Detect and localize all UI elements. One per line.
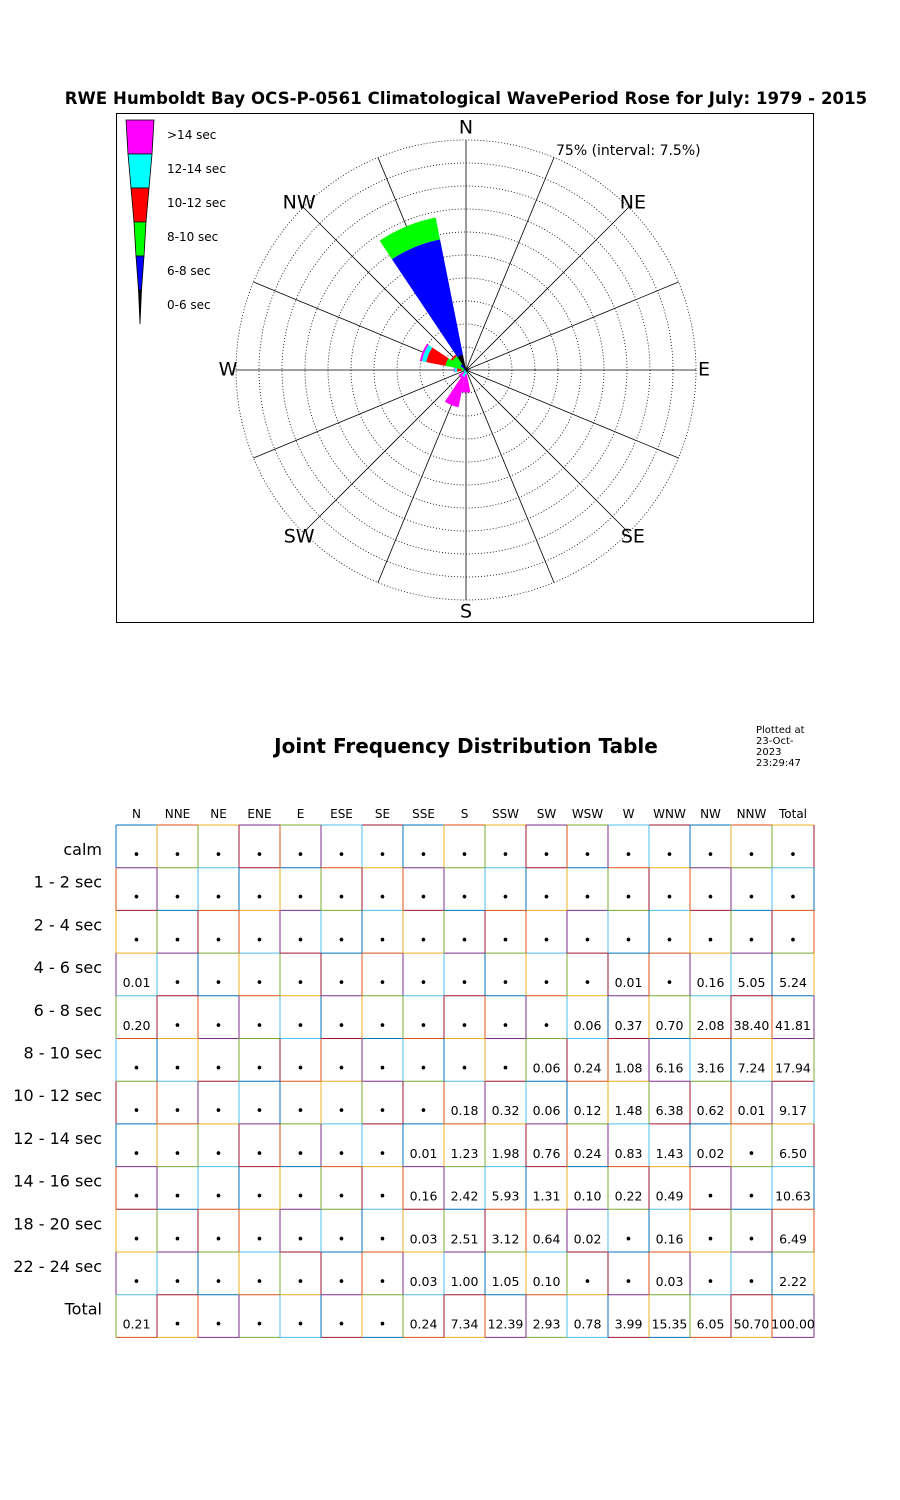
table-cell: • xyxy=(337,933,346,949)
table-cell: • xyxy=(542,976,551,992)
table-cell: • xyxy=(583,890,592,906)
rose-spoke xyxy=(466,370,678,458)
table-cell: • xyxy=(419,1018,428,1034)
table-cell: 1.98 xyxy=(491,1145,520,1161)
table-cell: • xyxy=(624,848,633,863)
table-cell: • xyxy=(337,976,346,992)
table-cell: • xyxy=(132,848,141,863)
table-cell: 0.21 xyxy=(122,1316,151,1332)
table-cell: 9.17 xyxy=(779,1103,807,1119)
table-cell: 1.48 xyxy=(614,1103,643,1119)
table-title: Joint Frequency Distribution Table xyxy=(274,734,658,758)
table-cell: 0.49 xyxy=(655,1188,684,1204)
table-cell: 0.22 xyxy=(614,1188,643,1204)
compass-label-sw: SW xyxy=(283,525,315,548)
table-cell: • xyxy=(665,848,674,863)
table-cell: • xyxy=(378,1189,387,1205)
table-cell: • xyxy=(255,1275,264,1290)
table-cell: • xyxy=(706,933,715,949)
table-cell: 1.08 xyxy=(614,1060,643,1076)
table-cell: • xyxy=(173,848,182,863)
table-cell: • xyxy=(173,1018,182,1034)
table-cell: 6.05 xyxy=(696,1316,725,1332)
legend-label-1: 12-14 sec xyxy=(167,162,226,176)
table-cell: • xyxy=(296,1104,305,1120)
petal-nnw-1 xyxy=(392,239,463,357)
table-cell: 10.63 xyxy=(775,1188,811,1204)
row-label: 18 - 20 sec xyxy=(13,1214,102,1234)
table-cell: • xyxy=(173,1146,182,1162)
wave-period-rose xyxy=(117,114,815,624)
table-cell: • xyxy=(255,976,264,992)
table-cell: 0.01 xyxy=(737,1103,766,1119)
table-cell: • xyxy=(214,933,223,949)
column-header-e: E xyxy=(296,807,305,821)
table-cell: 0.16 xyxy=(655,1231,684,1247)
column-header-se: SE xyxy=(374,807,391,821)
table-cell: • xyxy=(501,848,510,863)
legend-swatch-5 xyxy=(139,290,142,324)
legend-swatch-3 xyxy=(134,222,146,256)
legend-label-3: 8-10 sec xyxy=(167,230,219,244)
table-cell: • xyxy=(296,933,305,949)
table-cell: 3.99 xyxy=(614,1316,643,1332)
column-header-total: Total xyxy=(778,807,808,821)
table-cell: • xyxy=(214,890,223,906)
table-cell: 0.01 xyxy=(614,975,643,991)
plotted-at-timestamp: Plotted at 23-Oct-2023 23:29:47 xyxy=(756,725,805,769)
column-header-wsw: WSW xyxy=(571,807,604,821)
table-cell: 0.24 xyxy=(573,1145,602,1161)
table-cell: • xyxy=(296,1018,305,1034)
table-cell: • xyxy=(173,1317,182,1333)
table-cell: • xyxy=(296,1232,305,1248)
table-cell: 0.06 xyxy=(532,1103,561,1119)
table-cell: 6.16 xyxy=(655,1060,684,1076)
table-cell: 2.22 xyxy=(779,1274,807,1289)
table-cell: • xyxy=(296,1061,305,1077)
table-cell: • xyxy=(255,890,264,906)
row-label: 1 - 2 sec xyxy=(33,872,102,892)
table-cell: • xyxy=(378,1275,387,1290)
table-cell: 0.76 xyxy=(532,1145,561,1161)
row-label: 14 - 16 sec xyxy=(13,1171,102,1191)
table-cell: • xyxy=(378,1104,387,1120)
table-cell: • xyxy=(542,933,551,949)
table-cell: • xyxy=(747,1146,756,1162)
table-cell: • xyxy=(501,976,510,992)
table-cell: • xyxy=(706,848,715,863)
table-cell: 1.43 xyxy=(655,1145,684,1161)
table-cell: • xyxy=(255,848,264,863)
table-cell: • xyxy=(747,848,756,863)
joint-frequency-table xyxy=(0,800,900,1340)
table-cell: 0.78 xyxy=(573,1316,602,1332)
petal-ssw-5 xyxy=(445,376,465,407)
table-cell: • xyxy=(255,1189,264,1205)
table-cell: 0.03 xyxy=(409,1274,438,1289)
table-cell: 0.02 xyxy=(573,1231,602,1247)
table-cell: 2.51 xyxy=(450,1231,479,1247)
table-cell: 2.93 xyxy=(532,1316,561,1332)
table-cell: • xyxy=(378,1061,387,1077)
table-cell: • xyxy=(255,1104,264,1120)
table-cell: • xyxy=(132,1275,141,1290)
table-cell: • xyxy=(337,848,346,863)
table-cell: • xyxy=(214,1104,223,1120)
table-cell: 0.06 xyxy=(532,1060,561,1076)
column-header-s: S xyxy=(460,807,469,821)
table-cell: • xyxy=(132,890,141,906)
table-cell: • xyxy=(624,890,633,906)
table-cell: • xyxy=(296,848,305,863)
table-cell: • xyxy=(378,976,387,992)
table-cell: • xyxy=(378,1146,387,1162)
row-label: 2 - 4 sec xyxy=(33,915,102,935)
table-cell: 41.81 xyxy=(775,1017,811,1033)
table-cell: • xyxy=(419,933,428,949)
table-cell: 50.70 xyxy=(733,1316,770,1332)
table-cell: • xyxy=(583,1275,592,1290)
legend-label-2: 10-12 sec xyxy=(167,196,226,210)
legend-label-5: 0-6 sec xyxy=(167,298,211,312)
table-cell: • xyxy=(337,1061,346,1077)
table-cell: • xyxy=(378,1317,387,1333)
table-cell: 0.02 xyxy=(696,1145,725,1161)
table-cell: 2.08 xyxy=(696,1017,725,1033)
table-cell: • xyxy=(296,890,305,906)
chart-title: RWE Humboldt Bay OCS-P-0561 Climatological WavePeriod Rose for July: 1979 - 2015 xyxy=(64,89,868,108)
table-cell: • xyxy=(337,1146,346,1162)
table-cell: • xyxy=(132,1104,141,1120)
row-label: Total xyxy=(64,1299,102,1319)
table-cell: • xyxy=(665,890,674,906)
column-header-ene: ENE xyxy=(247,807,272,821)
table-cell: • xyxy=(132,1189,141,1205)
table-cell: 0.03 xyxy=(655,1274,684,1289)
table-cell: • xyxy=(337,1275,346,1290)
rose-spoke xyxy=(466,370,629,533)
table-cell: • xyxy=(624,1275,633,1290)
table-cell: 0.10 xyxy=(573,1188,602,1204)
table-cell: • xyxy=(173,933,182,949)
table-cell: • xyxy=(419,890,428,906)
table-cell: • xyxy=(255,1146,264,1162)
table-cell: 100.00 xyxy=(771,1316,815,1332)
table-cell: • xyxy=(173,1232,182,1248)
column-header-sse: SSE xyxy=(412,807,435,821)
table-cell: • xyxy=(378,1232,387,1248)
table-cell: • xyxy=(419,976,428,992)
column-header-ssw: SSW xyxy=(491,807,520,821)
table-cell: • xyxy=(583,848,592,863)
column-header-ese: ESE xyxy=(330,807,353,821)
table-cell: • xyxy=(173,890,182,906)
rose-spoke xyxy=(254,370,466,458)
compass-label-e: E xyxy=(697,358,711,381)
table-cell: • xyxy=(706,1275,715,1290)
table-cell: • xyxy=(214,1317,223,1333)
row-label: 6 - 8 sec xyxy=(33,1000,102,1020)
table-cell: • xyxy=(296,1189,305,1205)
row-label: calm xyxy=(63,840,102,859)
table-cell: • xyxy=(460,1061,469,1077)
legend-label-0: >14 sec xyxy=(167,128,217,142)
table-cell: 0.01 xyxy=(122,975,151,991)
table-cell: • xyxy=(501,1018,510,1034)
table-cell: • xyxy=(501,1061,510,1077)
table-cell: • xyxy=(173,1061,182,1077)
table-cell: • xyxy=(173,1275,182,1290)
row-label: 8 - 10 sec xyxy=(23,1043,102,1063)
table-cell: 0.62 xyxy=(696,1103,725,1119)
table-cell: • xyxy=(706,890,715,906)
column-header-wnw: WNW xyxy=(653,807,686,821)
table-cell: 1.00 xyxy=(450,1274,479,1289)
table-cell: • xyxy=(460,848,469,863)
rose-spoke xyxy=(466,158,554,370)
row-label: 22 - 24 sec xyxy=(13,1257,102,1276)
table-cell: 5.05 xyxy=(737,975,766,991)
table-cell: • xyxy=(378,1018,387,1034)
legend-swatch-2 xyxy=(131,188,149,222)
table-cell: 5.24 xyxy=(779,975,807,991)
table-cell: • xyxy=(132,1061,141,1077)
table-cell: 3.16 xyxy=(696,1060,725,1076)
compass-label-s: S xyxy=(459,600,473,623)
table-cell: • xyxy=(419,848,428,863)
table-cell: • xyxy=(337,1018,346,1034)
table-cell: • xyxy=(665,976,674,992)
table-cell: • xyxy=(706,1232,715,1248)
table-cell: • xyxy=(665,933,674,949)
rose-spoke xyxy=(466,282,678,370)
table-cell: • xyxy=(337,1104,346,1120)
table-cell: 6.50 xyxy=(779,1145,807,1161)
table-cell: • xyxy=(214,1146,223,1162)
table-cell: • xyxy=(255,1317,264,1333)
table-cell: • xyxy=(789,848,797,863)
table-cell: 38.40 xyxy=(733,1017,770,1033)
table-cell: 0.18 xyxy=(450,1103,479,1119)
table-cell: 0.83 xyxy=(614,1145,643,1161)
petal-w-4 xyxy=(454,368,457,373)
column-header-w: W xyxy=(622,807,635,821)
table-cell: • xyxy=(214,848,223,863)
row-label: 4 - 6 sec xyxy=(33,958,102,978)
table-cell: • xyxy=(542,1018,551,1034)
table-cell: 0.03 xyxy=(409,1231,438,1247)
table-cell: 0.12 xyxy=(573,1103,602,1119)
table-cell: 12.39 xyxy=(487,1316,524,1332)
table-cell: 0.64 xyxy=(532,1231,561,1247)
row-label: 10 - 12 sec xyxy=(13,1086,102,1106)
table-cell: • xyxy=(460,933,469,949)
table-cell: • xyxy=(583,976,592,992)
table-cell: • xyxy=(214,1275,223,1290)
table-cell: • xyxy=(747,1189,756,1205)
table-cell: 0.16 xyxy=(696,975,725,991)
table-cell: • xyxy=(460,976,469,992)
table-cell: 1.23 xyxy=(450,1145,479,1161)
table-cell: • xyxy=(378,848,387,863)
table-cell: • xyxy=(255,1018,264,1034)
table-cell: 7.34 xyxy=(450,1316,479,1332)
table-cell: 2.42 xyxy=(450,1188,479,1204)
table-cell: 0.16 xyxy=(409,1188,438,1204)
table-cell: • xyxy=(747,1275,756,1290)
table-cell: 1.05 xyxy=(491,1274,520,1289)
rose-spoke xyxy=(303,370,466,533)
table-cell: 0.24 xyxy=(573,1060,602,1076)
table-cell: • xyxy=(706,1189,715,1205)
table-cell: • xyxy=(460,890,469,906)
table-cell: • xyxy=(255,933,264,949)
table-cell: • xyxy=(173,1189,182,1205)
table-cell: • xyxy=(542,890,551,906)
table-cell: • xyxy=(132,1146,141,1162)
row-label: 12 - 14 sec xyxy=(13,1128,102,1148)
legend-swatch-4 xyxy=(136,256,144,290)
table-cell: • xyxy=(132,1232,141,1248)
table-cell: 0.06 xyxy=(573,1017,602,1033)
table-cell: • xyxy=(378,890,387,906)
table-cell: • xyxy=(337,1189,346,1205)
table-cell: • xyxy=(255,1232,264,1248)
table-cell: 1.31 xyxy=(532,1188,561,1204)
table-cell: 15.35 xyxy=(651,1316,688,1332)
legend-swatch-0 xyxy=(126,120,154,154)
column-header-n: N xyxy=(132,807,141,821)
table-cell: • xyxy=(296,976,305,992)
table-cell: • xyxy=(296,1146,305,1162)
table-cell: 0.10 xyxy=(532,1274,561,1289)
column-header-ne: NE xyxy=(210,807,227,821)
table-cell: • xyxy=(337,890,346,906)
compass-label-se: SE xyxy=(620,525,645,548)
table-cell: • xyxy=(132,933,141,949)
table-cell: 7.24 xyxy=(737,1060,766,1076)
table-cell: • xyxy=(337,1232,346,1248)
table-cell: • xyxy=(214,1189,223,1205)
rose-spoke xyxy=(466,370,554,582)
table-cell: • xyxy=(337,1317,346,1333)
table-cell: • xyxy=(214,1018,223,1034)
table-cell: • xyxy=(501,890,510,906)
table-cell: 0.24 xyxy=(409,1316,438,1332)
table-cell: • xyxy=(173,1104,182,1120)
table-cell: • xyxy=(501,933,510,949)
compass-label-nw: NW xyxy=(282,191,316,214)
table-cell: • xyxy=(173,976,182,992)
table-cell: • xyxy=(378,933,387,949)
table-cell: • xyxy=(624,1232,633,1248)
table-cell: 0.32 xyxy=(491,1103,520,1119)
table-cell: • xyxy=(747,933,756,949)
legend-swatch-1 xyxy=(128,154,152,188)
compass-label-w: W xyxy=(218,358,238,381)
table-cell: • xyxy=(419,1104,428,1120)
table-cell: • xyxy=(214,976,223,992)
table-cell: • xyxy=(747,890,756,906)
table-cell: • xyxy=(747,1232,756,1248)
table-cell: 0.20 xyxy=(122,1017,151,1033)
table-cell: 3.12 xyxy=(491,1231,520,1247)
column-header-sw: SW xyxy=(536,807,557,821)
legend-label-4: 6-8 sec xyxy=(167,264,211,278)
table-cell: • xyxy=(583,933,592,949)
table-cell: • xyxy=(214,1232,223,1248)
table-cell: • xyxy=(255,1061,264,1077)
table-cell: • xyxy=(214,1061,223,1077)
table-cell: • xyxy=(789,933,797,949)
compass-label-n: N xyxy=(458,116,474,139)
column-header-nne: NNE xyxy=(164,807,191,821)
table-cell: 6.38 xyxy=(655,1103,684,1119)
table-cell: • xyxy=(460,1018,469,1034)
column-header-nw: NW xyxy=(700,807,721,821)
column-header-nnw: NNW xyxy=(736,807,767,821)
table-cell: • xyxy=(419,1061,428,1077)
table-cell: 5.93 xyxy=(491,1188,520,1204)
compass-label-ne: NE xyxy=(619,191,646,214)
table-cell: 6.49 xyxy=(779,1231,807,1247)
radial-scale-label: 75% (interval: 7.5%) xyxy=(556,143,701,159)
rose-spoke xyxy=(466,207,629,370)
table-cell: • xyxy=(542,848,551,863)
table-cell: • xyxy=(789,890,797,906)
table-cell: 0.70 xyxy=(655,1017,684,1033)
table-cell: • xyxy=(296,1317,305,1333)
table-cell: 0.37 xyxy=(614,1017,643,1033)
table-cell: 17.94 xyxy=(775,1060,811,1076)
table-cell: 0.01 xyxy=(409,1145,438,1161)
table-cell: • xyxy=(296,1275,305,1290)
table-cell: • xyxy=(624,933,633,949)
